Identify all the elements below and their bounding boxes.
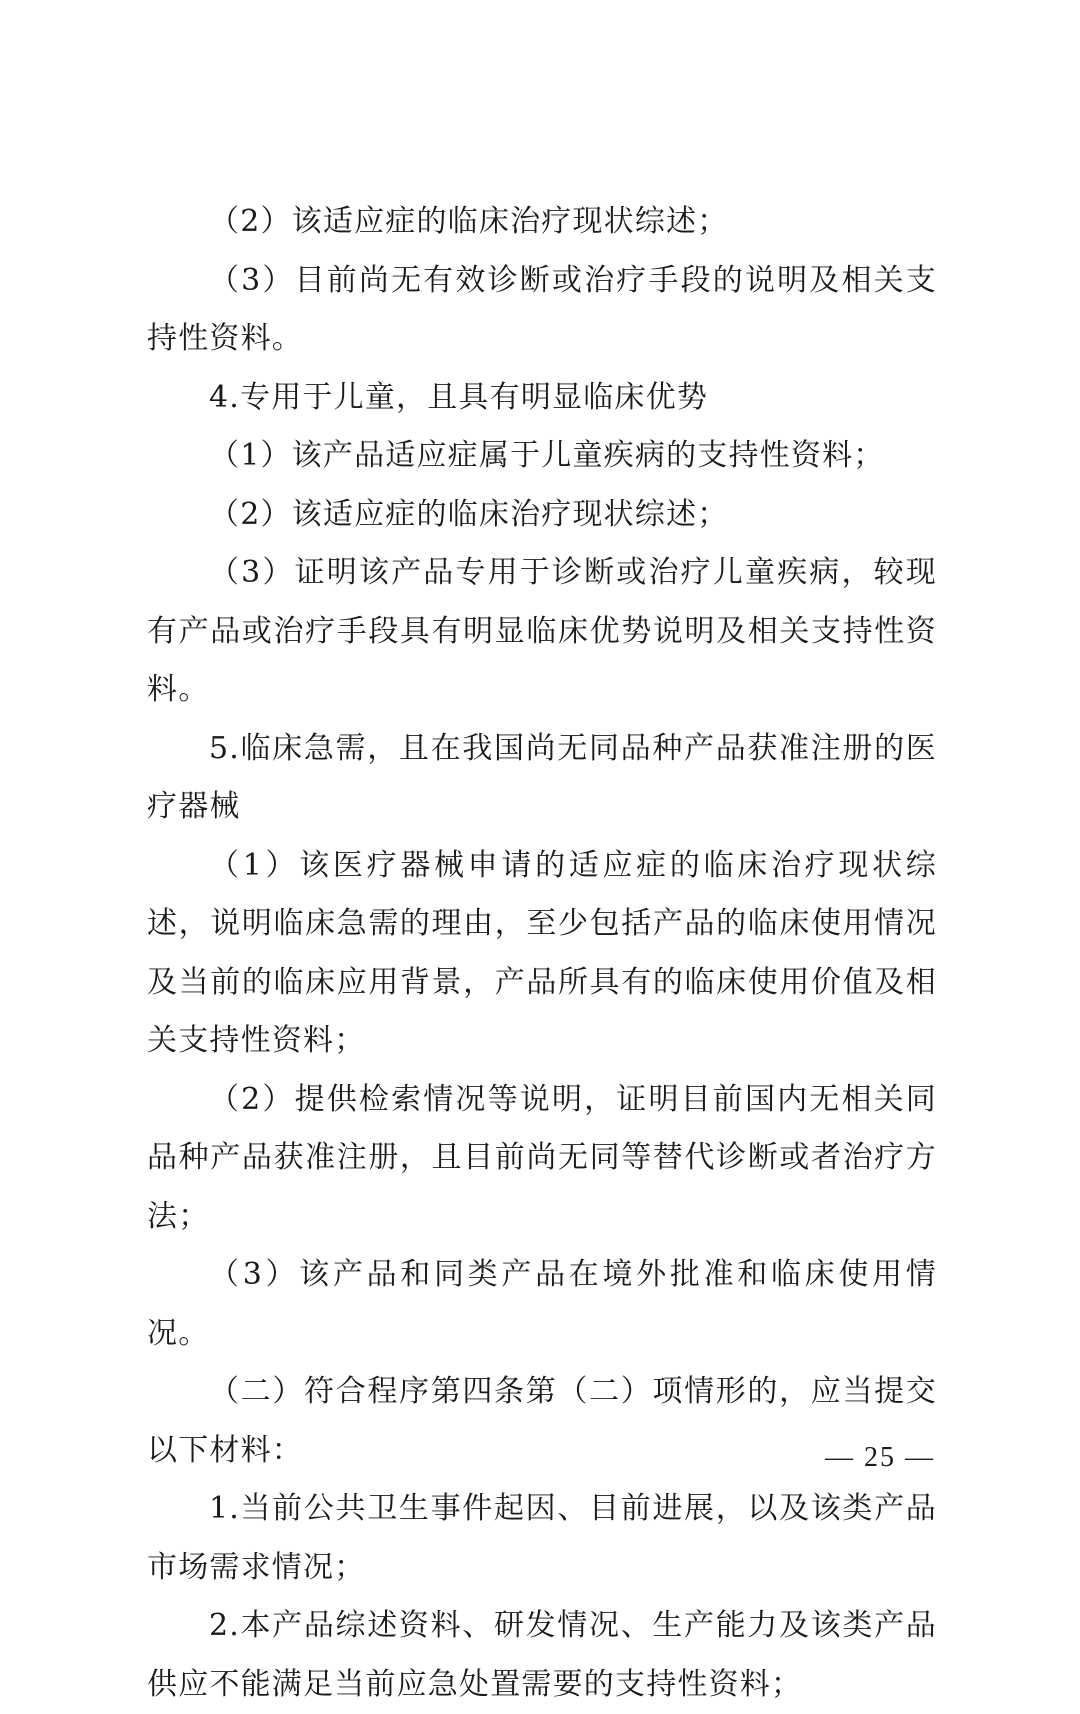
paragraph: （1）该产品适应症属于儿童疾病的支持性资料； — [209, 438, 885, 473]
paragraph: （2）该适应症的临床治疗现状综述； — [209, 204, 729, 239]
paragraph: （1）该医疗器械申请的适应症的临床治疗现状综述，说明临床急需的理由，至少包括产品的临床使用情况及当前的临床应用背景，产品所具有的临床使用价值及相关支持性资料； — [147, 847, 937, 1058]
paragraph: 2.本产品综述资料、研发情况、生产能力及该类产品供应不能满足当前应急处置需要的支持性资料； — [147, 1608, 937, 1702]
paragraph: （3）目前尚无有效诊断或治疗手段的说明及相关支持性资料。 — [147, 262, 937, 356]
section-heading: （二）符合程序第四条第（二）项情形的，应当提交以下材料： — [147, 1374, 937, 1468]
paragraph: （3）证明该产品专用于诊断或治疗儿童疾病，较现有产品或治疗手段具有明显临床优势说明及相关支持性资料。 — [147, 555, 937, 707]
paragraph: （2）该适应症的临床治疗现状综述； — [209, 496, 729, 532]
section-heading: 5.临床急需，且在我国尚无同品种产品获准注册的医疗器械 — [147, 730, 937, 824]
paragraph: （2）提供检索情况等说明，证明目前国内无相关同品种产品获准注册，且目前尚无同等替代诊断或者治疗方法； — [147, 1081, 937, 1234]
page-number: — 25 — — [825, 1442, 935, 1473]
document-body — [147, 193, 937, 1714]
section-heading: 4.专用于儿童，且具有明显临床优势 — [209, 379, 709, 415]
paragraph: 1.当前公共卫生事件起因、目前进展，以及该类产品市场需求情况； — [147, 1491, 937, 1585]
paragraph: （3）该产品和同类产品在境外批准和临床使用情况。 — [147, 1257, 937, 1351]
